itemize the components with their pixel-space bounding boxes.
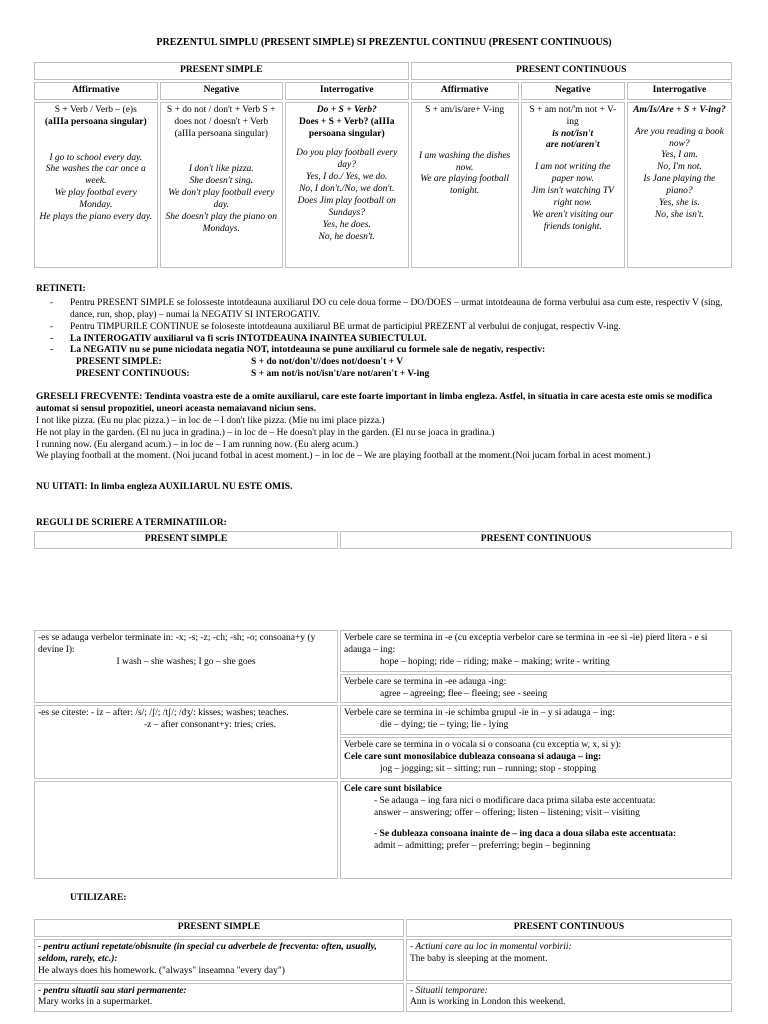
negative-pc-value: S + am not/is not/isn't/are not/aren't + V-ing [251, 369, 430, 380]
reguli-pc-bi-a: - Se adauga – ing fara nici o modificare daca prima silaba este accentuata: [374, 795, 656, 806]
utilizare-heading: UTILIZARE: [70, 893, 127, 903]
reguli-pc-ee-cell [340, 674, 732, 704]
reguli-ps-pron-rule-z: -z – after consonant+y: tries; cries. [144, 720, 276, 731]
retineti-item: - La INTEROGATIV auxiliarul va fi scris INTOTDEAUNA INAINTEA SUBIECTULUI. [70, 334, 736, 346]
reguli-pc-e-rule: Verbele care se termina in -e (cu exceptia verbelor care se termina in -ee si -ie) pierd litera - e si adauga – ing: [344, 633, 708, 655]
ps-aff-rule-note: (aIIIa persoana singular) [44, 116, 147, 127]
negative-ps-value: S + do not/don't//does not/doesn't + V [251, 357, 404, 368]
utilizare-pc-1 [406, 939, 732, 981]
greseli-line: He not play in the garden. (El nu juca in gradina.) – in loc de – He doesn't play in the garden. (El nu se joaca in gradina.) [36, 427, 495, 438]
retineti-list [36, 298, 736, 357]
cell-ps-affirmative [34, 102, 158, 268]
retineti-item: - Pentru PRESENT SIMPLE se folosseste intotdeauna auxiliarul DO cu cele doua forme – DO/DOES – urmat intotdeauna de forma verbului asa cum este, respectiv V (sing, dance, run, shop, play) – numai la NEGATIV SI INTEROGATIV. [70, 298, 736, 322]
nu-uitati-note: NU UITATI: In limba engleza AUXILIARUL NU ESTE OMIS. [36, 482, 293, 492]
utilizare-ps-1 [34, 939, 404, 981]
header-ps-affirmative: Affirmative [34, 82, 158, 100]
utilizare-ps-2 [34, 983, 404, 1013]
ps-neg-example: She doesn't play the piano on Mondays. [165, 211, 278, 234]
utilizare-pc-1-rule: - Actiuni care au loc in momentul vorbirii: [410, 941, 572, 952]
pc-neg-example: Jim isn't watching TV right now. [531, 186, 614, 208]
greseli-heading: GRESELI FRECVENTE: Tendinta voastra este de a omite auxiliarul, care este foarte important in limba engleza. Astfel, in situatia in care acesta este omis se modifica automat si sensul propozitiei, uneori aceasta nemaiavand niciun sens. [36, 392, 713, 414]
pc-aff-rule: S + am/is/are+ V-ing [425, 104, 505, 115]
reguli-pc-ie-cell [340, 705, 732, 735]
ps-neg-example: I don't like pizza. [188, 164, 254, 175]
negative-pc-row [36, 369, 736, 381]
ps-int-example: Do you play football every day? [296, 148, 398, 171]
negative-ps-row [36, 357, 736, 369]
reguli-pc-cv-rule: Verbele care se termina in o vocala si o consoana (cu exceptia w, x, si y): [344, 740, 622, 751]
pc-int-rule: Am/Is/Are + S + V-ing? [633, 104, 726, 115]
reguli-pc-bi-cell [340, 781, 732, 879]
pc-neg-example: We aren't visiting our friends tonight. [532, 209, 614, 232]
reguli-ps-empty-cell [34, 781, 338, 879]
header-pc-affirmative: Affirmative [411, 82, 519, 100]
ps-aff-example: We play footbal every Monday. [54, 188, 137, 210]
reguli-header-continuous: PRESENT CONTINUOUS [340, 531, 732, 549]
reguli-header-simple: PRESENT SIMPLE [34, 531, 338, 549]
ps-int-rule: Do + S + Verb? [316, 104, 377, 115]
cell-pc-affirmative [411, 102, 519, 268]
cell-pc-negative [521, 102, 625, 268]
reguli-heading: REGULI DE SCRIERE A TERMINATIILOR: [36, 518, 227, 528]
ps-neg-rule: S + do not / don't + Verb S + does not / doesn't + Verb (aIIIa persoana singular) [166, 104, 276, 139]
reguli-pc-cv-example: jog – jogging; sit – sitting; run – running; stop - stopping [380, 763, 597, 774]
header-pc-negative: Negative [521, 82, 625, 100]
reguli-header-table [32, 529, 734, 551]
cell-ps-interrogative [285, 102, 409, 268]
ps-int-example: Does Jim play football on Sundays? [297, 195, 396, 218]
header-ps-interrogative: Interrogative [285, 82, 409, 100]
utilizare-ps-1-example: He always does his homework. ("always" inseamna "every day") [38, 965, 285, 976]
header-ps-negative: Negative [160, 82, 284, 100]
ps-int-example: No, he doesn't. [318, 231, 375, 242]
greseli-section [36, 392, 736, 463]
header-present-simple: PRESENT SIMPLE [34, 62, 409, 80]
utilizare-table [32, 917, 734, 1014]
pc-int-example: No, I'm not. [657, 162, 702, 173]
ps-aff-example: He plays the piano every day. [39, 211, 152, 222]
tenses-table [32, 60, 734, 270]
header-present-continuous: PRESENT CONTINUOUS [411, 62, 733, 80]
ps-aff-example: I go to school every day. [49, 152, 143, 163]
pc-neg-rule-are: are not/aren't [545, 140, 600, 151]
reguli-pc-bi-rule: Cele care sunt bisilabice [344, 783, 442, 794]
cell-ps-negative [160, 102, 284, 268]
utilizare-pc-2 [406, 983, 732, 1013]
utilizare-pc-2-example: Ann is working in London this weekend. [410, 997, 566, 1008]
reguli-pc-bi-b: - Se dubleaza consoana inainte de – ing daca a doua silaba este accentuata: [374, 829, 677, 840]
negative-pc-label: PRESENT CONTINUOUS: [76, 369, 190, 380]
reguli-pc-ee-rule: Verbele care se termina in -ee adauga -ing: [344, 676, 507, 687]
retineti-section [36, 284, 736, 381]
pc-neg-rule-is: is not/isn't [552, 128, 594, 139]
reguli-pc-bi-b-example: admit – admitting; prefer – preferring; begin – beginning [374, 841, 591, 852]
pc-int-example: Yes, she is. [658, 197, 700, 208]
reguli-ps-pron-cell [34, 705, 338, 778]
reguli-ps-es-cell [34, 630, 338, 703]
ps-aff-rule: S + Verb / Verb – (e)s [54, 104, 137, 115]
pc-neg-example: I am not writing the paper now. [535, 162, 611, 185]
pc-aff-example: I am washing the dishes now. [418, 150, 511, 173]
pc-int-example: No, she isn't. [654, 209, 704, 220]
greseli-line: I running now. (Eu alergand acum.) – in loc de – I am running now. (Eu alerg acum.) [36, 439, 359, 450]
reguli-pc-ee-example: agree – agreeing; flee – fleeing; see - seeing [380, 688, 548, 699]
reguli-pc-cv-cell [340, 737, 732, 779]
reguli-ps-es-rule: -es se adauga verbelor terminate in: -x; -s; -z; -ch; -sh; -o; consoana+y (y devine I): [38, 633, 316, 655]
ps-int-example: Yes, he does. [322, 219, 371, 230]
utilizare-header-simple: PRESENT SIMPLE [34, 919, 404, 937]
reguli-pc-e-cell [340, 630, 732, 672]
ps-neg-example: We don't play football every day. [168, 188, 275, 210]
reguli-table [32, 628, 734, 881]
utilizare-header-continuous: PRESENT CONTINUOUS [406, 919, 732, 937]
ps-int-example: No, I don't./No, we don't. [299, 184, 395, 194]
pc-int-example: Is Jane playing the piano? [643, 174, 716, 196]
ps-int-example: Yes, I do./ Yes, we do. [306, 172, 388, 183]
retineti-item: - Pentru TIMPURILE CONTINUE se foloseste intotdeauna auxiliarul BE urmat de participiul PREZENT al verbului de conjugat, respectiv V-ing. [70, 322, 736, 334]
greseli-line: I not like pizza. (Eu nu plac pizza.) – in loc de – I don't like pizza. (Mie nu imi place pizza.) [36, 415, 385, 426]
reguli-pc-ie-example: die – dying; tie – tying; lie - lying [380, 720, 509, 731]
utilizare-ps-1-rule: - pentru actiuni repetate/obisnuite (in special cu adverbele de frecventa: often, usually, seldom, rarely, etc.): [38, 941, 377, 964]
utilizare-pc-1-example: The baby is sleeping at the moment. [410, 953, 548, 964]
utilizare-pc-2-rule: - Situatii temporare: [410, 985, 488, 996]
reguli-pc-e-example: hope – hoping; ride – riding; make – making; write - writing [380, 656, 610, 667]
document-title: PREZENTUL SIMPLU (PRESENT SIMPLE) SI PREZENTUL CONTINUU (PRESENT CONTINUOUS) [156, 37, 612, 48]
ps-aff-example: She washes the car once a week. [45, 164, 146, 187]
utilizare-ps-2-example: Mary works in a supermarket. [38, 997, 153, 1008]
pc-int-example: Are you reading a book now? [634, 126, 724, 149]
reguli-ps-pron-rule: -es se citeste: - iz – after: /s/; /ʃ/; /tʃ/; /dʒ/: kisses; washes; teaches. [38, 708, 289, 719]
reguli-pc-ie-rule: Verbele care se termina in -ie schimba grupul -ie in – y si adauga – ing: [344, 708, 615, 719]
pc-aff-example: We are playing football tonight. [420, 174, 509, 197]
reguli-pc-bi-a-example: answer – answering; offer – offering; listen – listening; visit – visiting [374, 807, 640, 818]
reguli-ps-es-example: I wash – she washes; I go – she goes [116, 656, 256, 667]
header-pc-interrogative: Interrogative [627, 82, 732, 100]
cell-pc-interrogative [627, 102, 732, 268]
retineti-heading: RETINETI: [36, 284, 86, 294]
retineti-item: - La NEGATIV nu se pune niciodata negatia NOT, intotdeauna se pune auxiliarul cu formele sale de negativ, respectiv: [70, 345, 736, 357]
greseli-line: We playing football at the moment. (Noi jucand fotbal in acest moment.) – in loc de – We are playing football at the moment.(Noi jucam forbal in acest moment.) [36, 451, 651, 462]
pc-neg-rule: S + am not/'m not + V-ing [529, 104, 617, 127]
pc-int-example: Yes, I am. [661, 150, 698, 161]
ps-int-rule-note: Does + S + Verb? (aIIIa persoana singular) [298, 116, 395, 139]
ps-neg-example: She doesn't sing. [189, 176, 253, 187]
utilizare-ps-2-rule: - pentru situatii sau stari permanente: [38, 985, 187, 996]
reguli-pc-cv-rule-mono: Cele care sunt monosilabice dubleaza consoana si adauga – ing: [344, 752, 602, 762]
negative-ps-label: PRESENT SIMPLE: [76, 357, 162, 368]
